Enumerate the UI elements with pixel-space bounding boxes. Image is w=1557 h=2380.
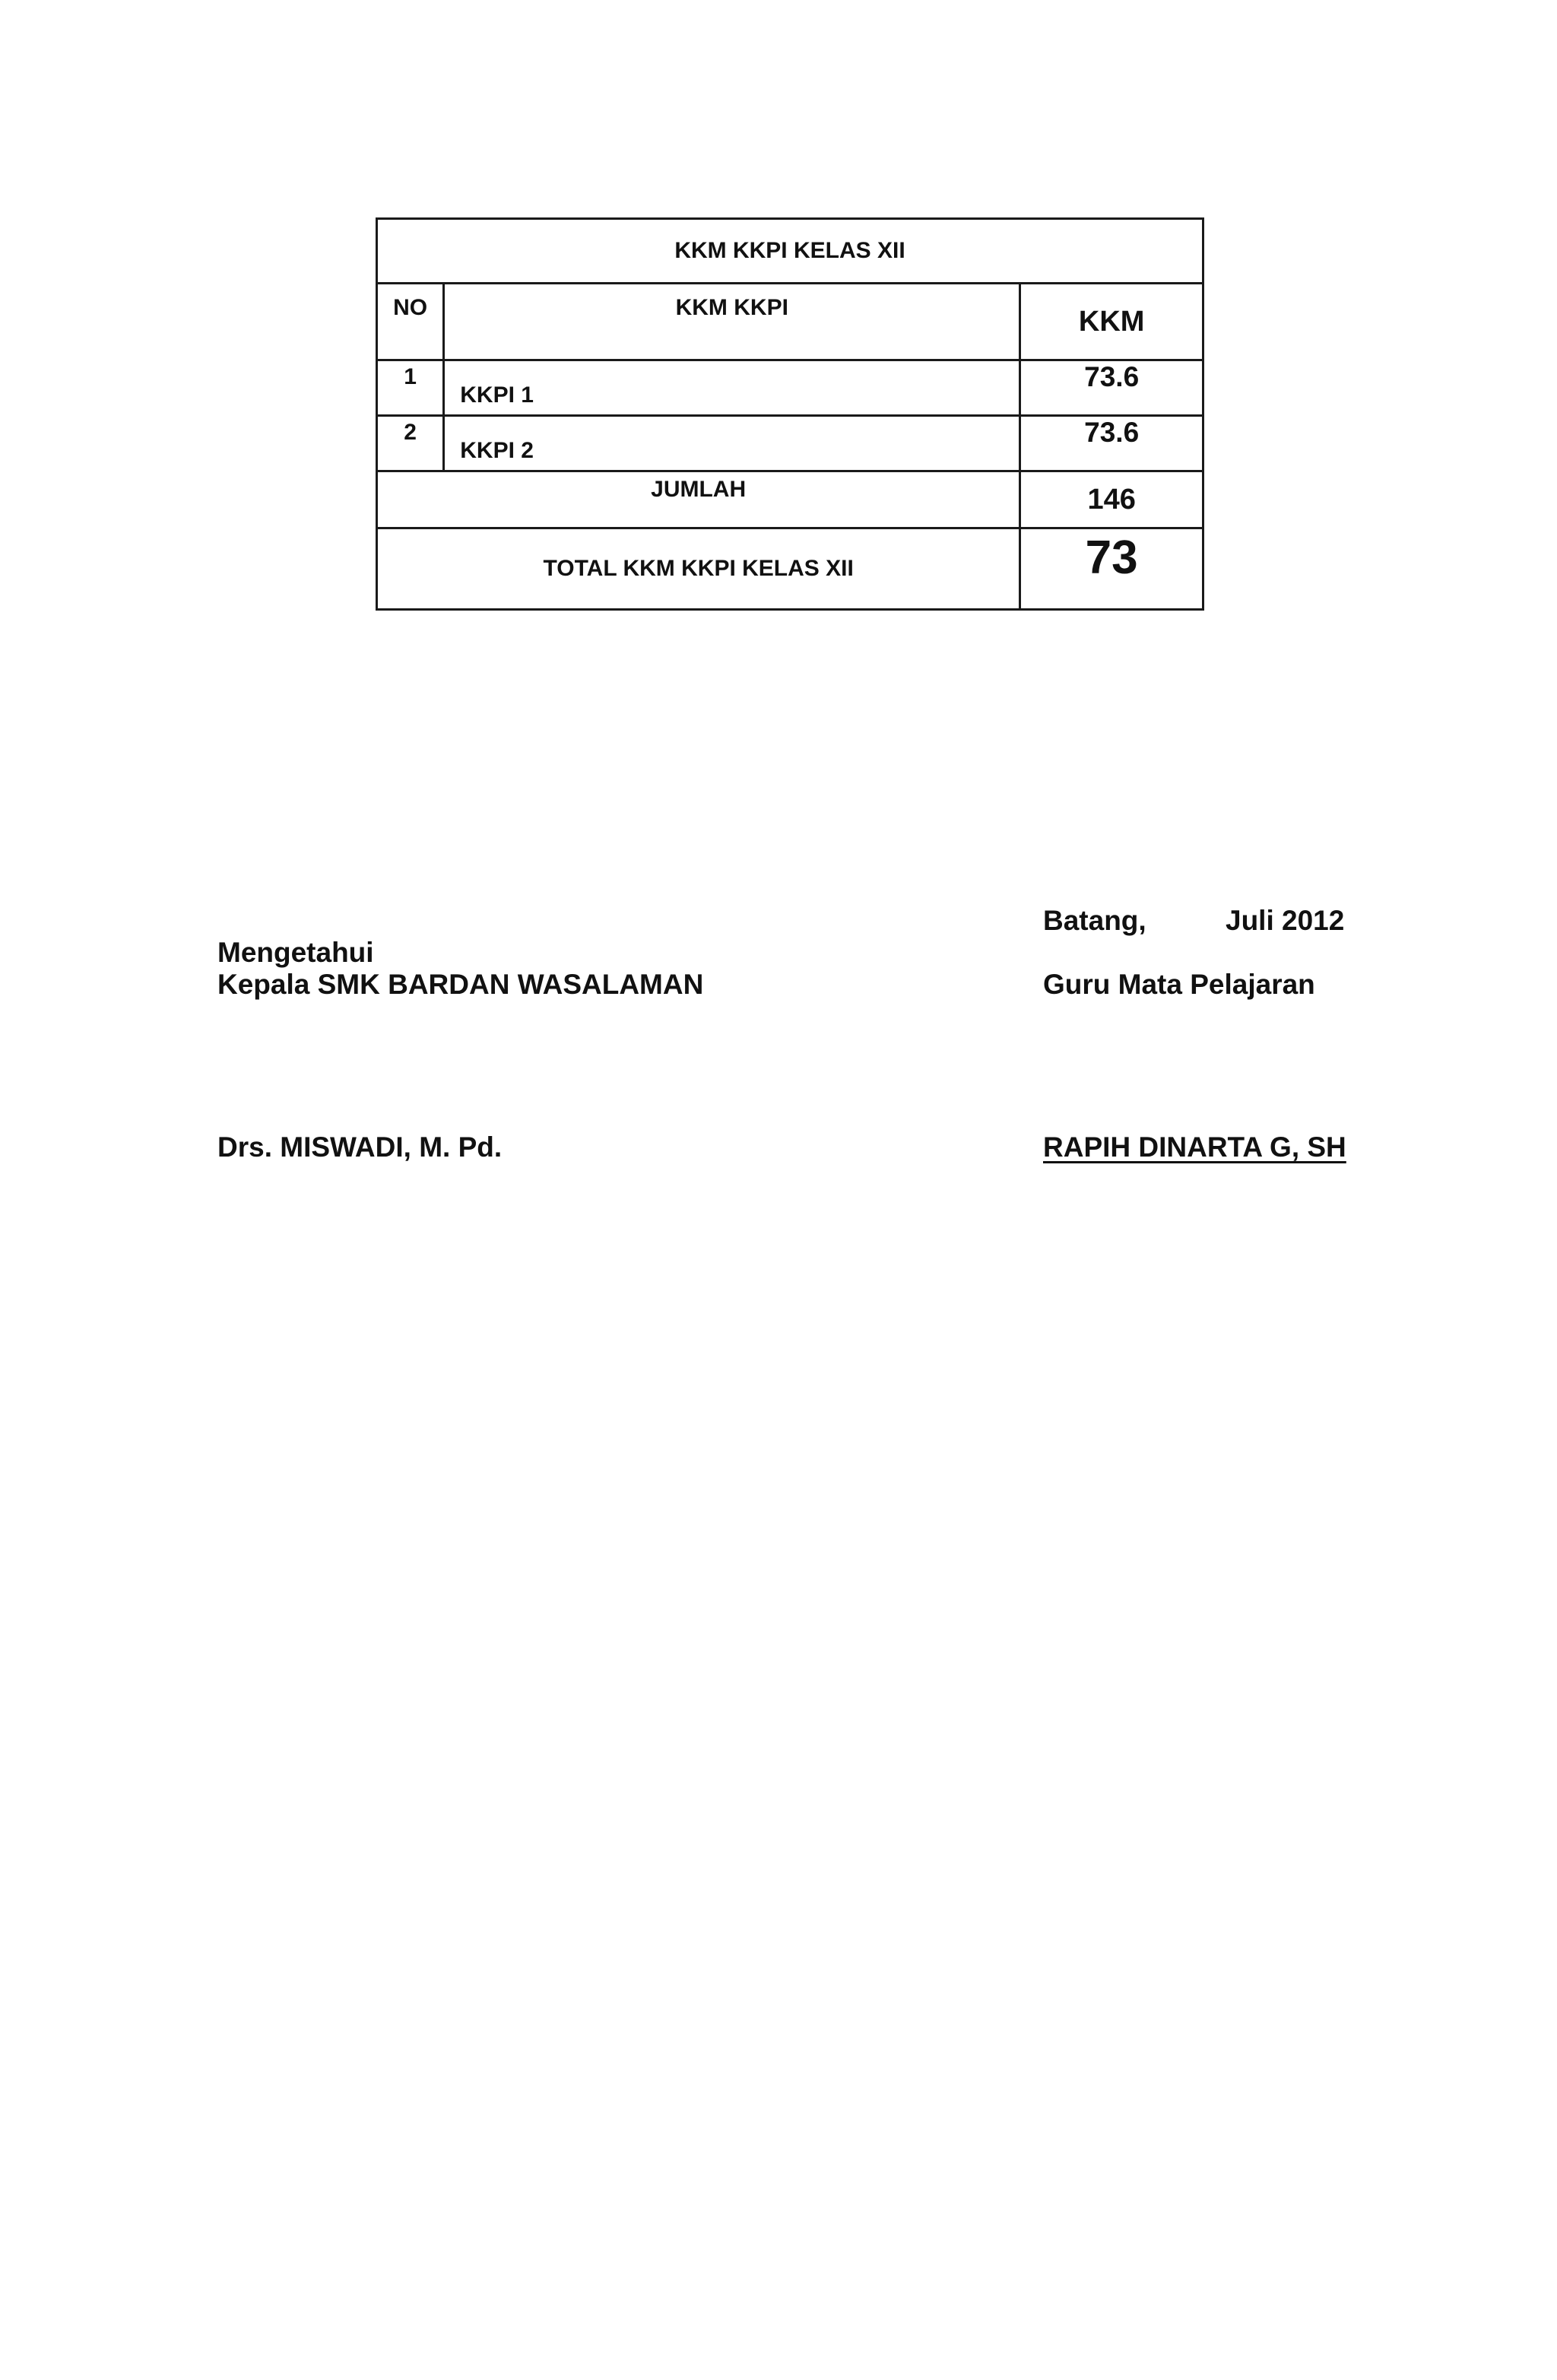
header-name: KKM KKPI (444, 284, 1020, 360)
row-name: KKPI 2 (444, 416, 1020, 471)
right-signatory-name: RAPIH DINARTA G, SH (1043, 1131, 1346, 1163)
left-title: Kepala SMK BARDAN WASALAMAN (217, 969, 704, 1000)
sum-row (377, 471, 1203, 528)
table-row (377, 360, 1203, 416)
total-value: 73 (1020, 528, 1203, 610)
row-no: 2 (377, 416, 444, 471)
table-title-row (377, 219, 1203, 284)
signature-date: Juli 2012 (1226, 905, 1345, 936)
row-kkm: 73.6 (1020, 416, 1203, 471)
total-label: TOTAL KKM KKPI KELAS XII (377, 528, 1020, 610)
sum-value: 146 (1020, 471, 1203, 528)
row-name: KKPI 1 (444, 360, 1020, 416)
table-header-row (377, 284, 1203, 360)
sum-label: JUMLAH (377, 471, 1020, 528)
table-title: KKM KKPI KELAS XII (377, 219, 1203, 284)
row-no: 1 (377, 360, 444, 416)
table-row (377, 416, 1203, 471)
signature-place: Batang, (1043, 905, 1146, 936)
left-header: Mengetahui (217, 937, 374, 968)
header-no: NO (377, 284, 444, 360)
header-kkm: KKM (1020, 284, 1203, 360)
left-signatory-name: Drs. MISWADI, M. Pd. (217, 1131, 503, 1163)
row-kkm: 73.6 (1020, 360, 1203, 416)
kkm-table (376, 217, 1204, 611)
right-title: Guru Mata Pelajaran (1043, 969, 1315, 1000)
total-row (377, 528, 1203, 610)
